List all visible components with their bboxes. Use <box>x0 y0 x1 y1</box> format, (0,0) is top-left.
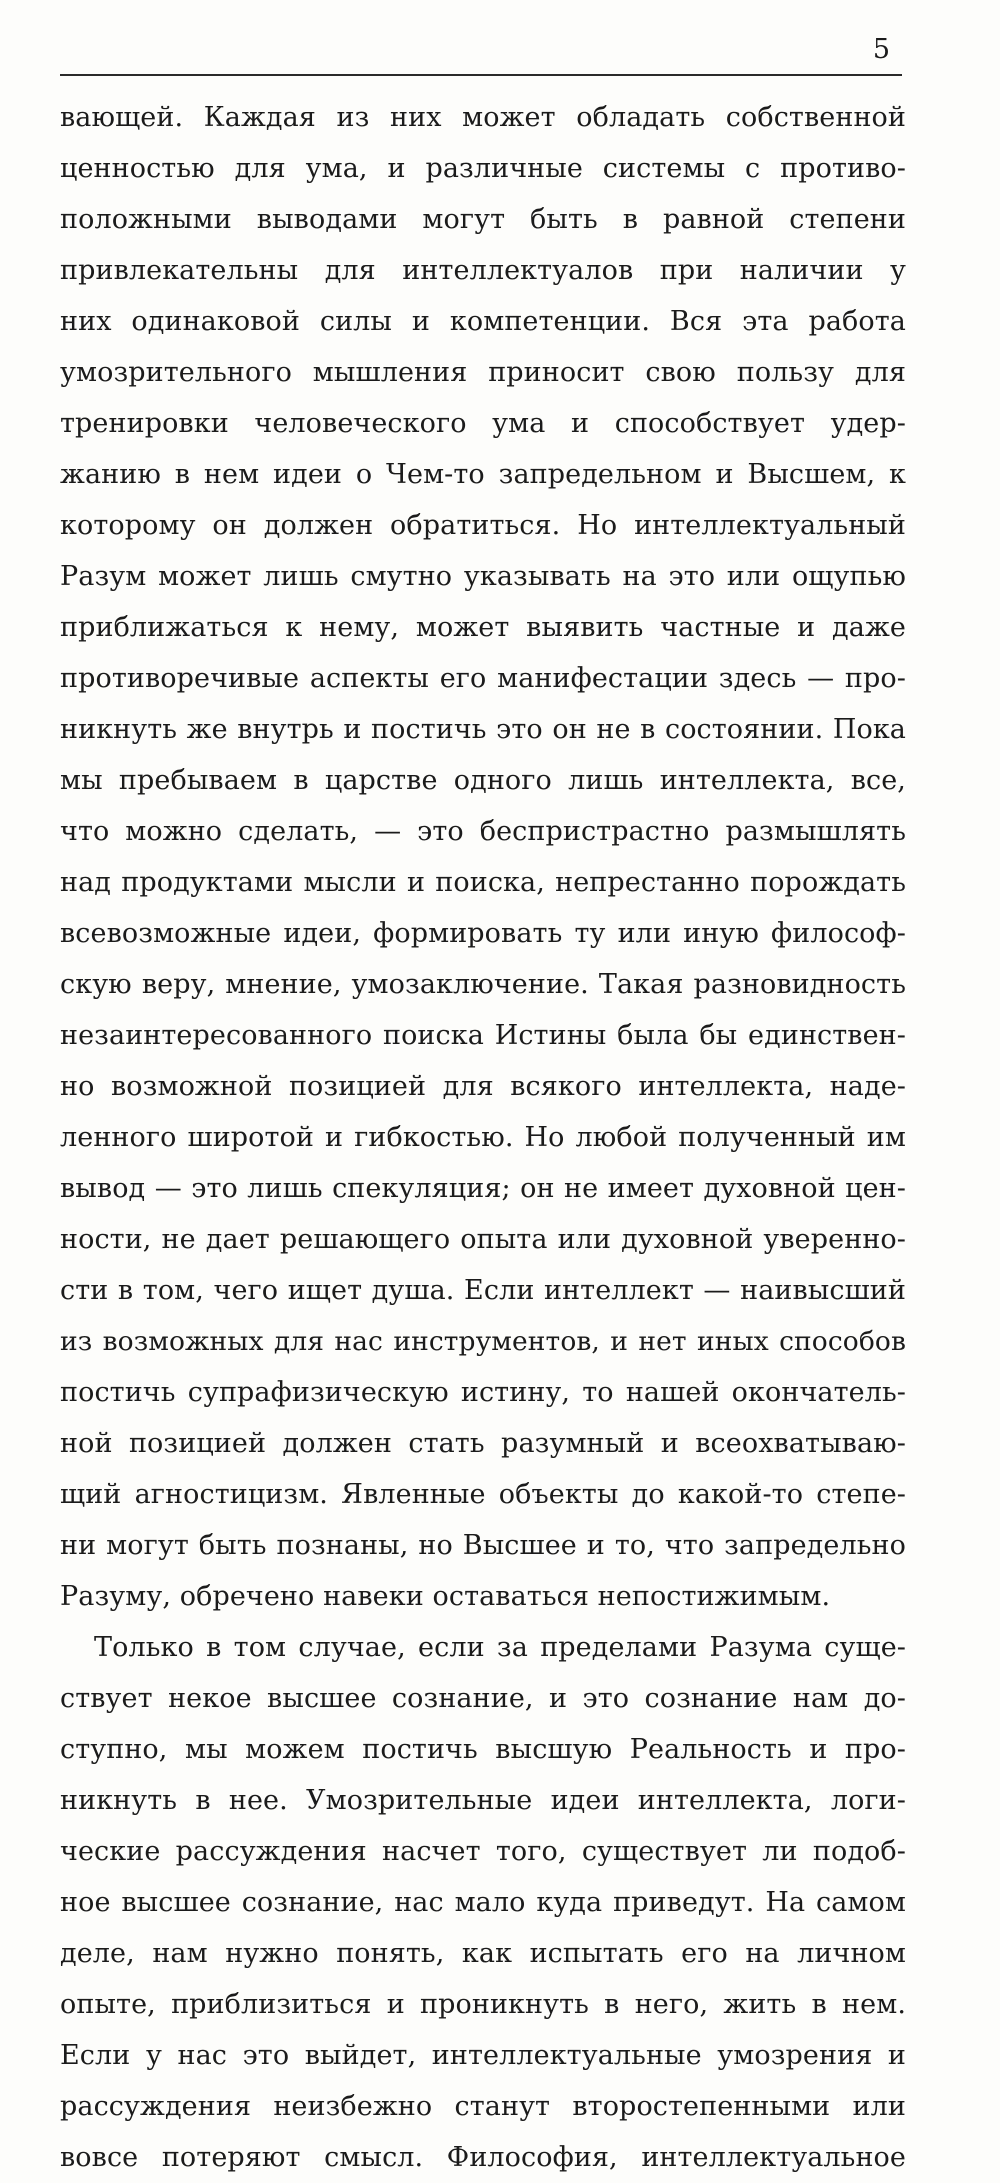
page-header <box>60 30 902 76</box>
text-line: Если у нас это выйдет, интеллектуальные умозрения и <box>60 2040 906 2071</box>
text-line: но возможной позицией для всякого интеллекта, наде- <box>60 1071 906 1102</box>
text-line: них одинаковой силы и компетенции. Вся эта работа <box>60 306 906 337</box>
text-line: ценностью для ума, и различные системы с противо- <box>60 153 906 184</box>
text-line: умозрительного мышления приносит свою пользу для <box>60 357 906 388</box>
text-line: Разум может лишь смутно указывать на это или ощупью <box>60 561 906 592</box>
text-line: всевозможные идеи, формировать ту или иную философ- <box>60 918 906 949</box>
text-line: рассуждения неизбежно станут второстепенными или <box>60 2091 906 2122</box>
paragraph <box>60 1622 906 2183</box>
text-line: жанию в нем идеи о Чем-то запредельном и Высшем, к <box>60 459 906 490</box>
text-line: никнуть в нее. Умозрительные идеи интеллекта, логи- <box>60 1785 906 1816</box>
text-line: приближаться к нему, может выявить частные и даже <box>60 612 906 643</box>
text-line: противоречивые аспекты его манифестации здесь — про- <box>60 663 906 694</box>
text-line: ленного широтой и гибкостью. Но любой полученный им <box>60 1122 906 1153</box>
text-line: над продуктами мысли и поиска, непрестанно порождать <box>60 867 906 898</box>
text-line: положными выводами могут быть в равной степени <box>60 204 906 235</box>
text-line: Только в том случае, если за пределами Разума суще- <box>94 1632 906 1663</box>
text-line: ческие рассуждения насчет того, существует ли подоб- <box>60 1836 906 1867</box>
text-line: щий агностицизм. Явленные объекты до какой-то степе- <box>60 1479 906 1510</box>
text-line: деле, нам нужно понять, как испытать его на личном <box>60 1938 906 1969</box>
text-line: вающей. Каждая из них может обладать собственной <box>60 102 906 133</box>
text-line: скую веру, мнение, умозаключение. Такая разновидность <box>60 969 906 1000</box>
text-line: незаинтересованного поиска Истины была бы единствен- <box>60 1020 906 1051</box>
text-line: из возможных для нас инструментов, и нет иных способов <box>60 1326 906 1357</box>
text-line: которому он должен обратиться. Но интеллектуальный <box>60 510 906 541</box>
page-number: 5 <box>872 34 890 65</box>
text-line: вывод — это лишь спекуляция; он не имеет духовной цен- <box>60 1173 906 1204</box>
text-line: опыте, приблизиться и проникнуть в него, жить в нем. <box>60 1989 906 2020</box>
text-line: привлекательны для интеллектуалов при наличии у <box>60 255 906 286</box>
text-line: мы пребываем в царстве одного лишь интеллекта, все, <box>60 765 906 796</box>
text-line: ное высшее сознание, нас мало куда приведут. На самом <box>60 1887 906 1918</box>
paragraph <box>60 92 906 1622</box>
text-line: постичь супрафизическую истину, то нашей окончатель- <box>60 1377 906 1408</box>
text-line: Разуму, обречено навеки оставаться непостижимым. <box>60 1581 831 1612</box>
text-line: что можно сделать, — это беспристрастно размышлять <box>60 816 906 847</box>
text-line: вовсе потеряют смысл. Философия, интеллектуальное <box>60 2142 906 2173</box>
text-line: ной позицией должен стать разумный и всеохватываю- <box>60 1428 906 1459</box>
text-line: ствует некое высшее сознание, и это сознание нам до- <box>60 1683 906 1714</box>
text-line: ни могут быть познаны, но Высшее и то, что запредельно <box>60 1530 906 1561</box>
text-line: тренировки человеческого ума и способствует удер- <box>60 408 906 439</box>
text-body <box>60 92 906 2183</box>
text-line: ности, не дает решающего опыта или духовной уверенно- <box>60 1224 906 1255</box>
text-line: ступно, мы можем постичь высшую Реальность и про- <box>60 1734 906 1765</box>
text-line: сти в том, чего ищет душа. Если интеллект — наивысший <box>60 1275 906 1306</box>
text-line: никнуть же внутрь и постичь это он не в состоянии. Пока <box>60 714 906 745</box>
